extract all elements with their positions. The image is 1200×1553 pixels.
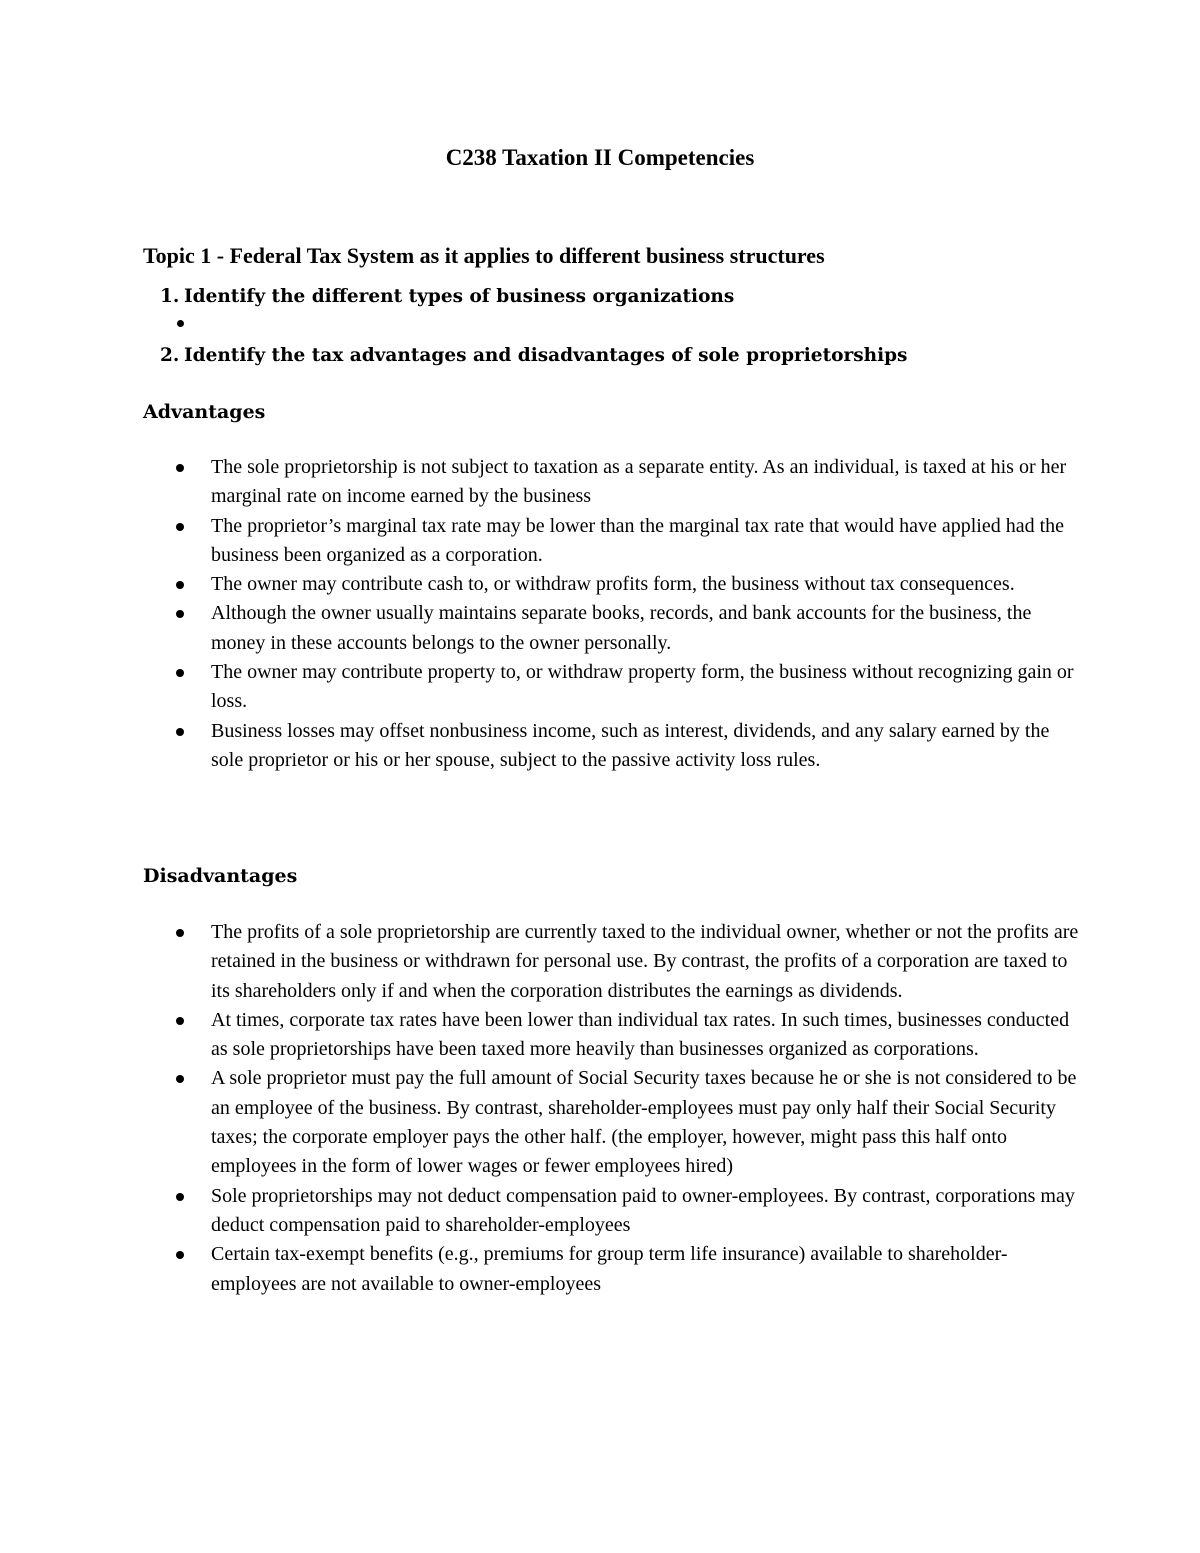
- advantages-heading: Advantages: [143, 401, 266, 423]
- advantage-item-text: The sole proprietorship is not subject to taxation as a separate entity. As an individual, is taxed at his or her marginal rate on income earned by the business: [211, 456, 1067, 508]
- disadvantages-list: [211, 918, 1081, 1299]
- advantage-item-text: The owner may contribute property to, or withdraw property form, the business without recognizing gain or loss.: [211, 661, 1074, 713]
- bullet-icon: [176, 669, 184, 677]
- bullet-icon: [176, 1017, 184, 1025]
- topic-heading: Topic 1 - Federal Tax System as it applies to different business structures: [143, 243, 825, 268]
- advantage-item: [211, 717, 1081, 776]
- numbered-item-2-number: 2.: [160, 345, 180, 366]
- bullet-icon: [176, 1193, 184, 1201]
- numbered-item-2-text: Identify the tax advantages and disadvantages of sole proprietorships: [184, 345, 908, 366]
- advantage-item-text: Although the owner usually maintains separate books, records, and bank accounts for the business, the money in these accounts belongs to the owner personally.: [211, 602, 1032, 654]
- disadvantage-item-text: At times, corporate tax rates have been lower than individual tax rates. In such times, businesses conducted as sole proprietorships have been taxed more heavily than businesses organized as corporations.: [211, 1008, 1070, 1061]
- advantage-item: [211, 453, 1081, 512]
- disadvantages-heading: Disadvantages: [143, 865, 298, 887]
- numbered-item-1: [160, 282, 734, 312]
- numbered-item-1-text: Identify the different types of business organizations: [184, 286, 735, 307]
- disadvantage-item: [211, 1240, 1081, 1299]
- bullet-icon: [176, 523, 184, 531]
- advantage-item: [211, 599, 1081, 658]
- bullet-icon: [176, 610, 184, 618]
- bullet-icon: [176, 464, 184, 472]
- advantage-item: [211, 570, 1081, 599]
- numbered-item-1-number: 1.: [160, 286, 180, 307]
- bullet-icon: [176, 728, 184, 736]
- advantage-item: [211, 512, 1081, 571]
- disadvantage-item-text: Sole proprietorships may not deduct compensation paid to owner-employees. By contrast, corporations may deduct compensation paid to shareholder-employees: [211, 1184, 1075, 1236]
- disadvantage-item: [211, 1006, 1081, 1065]
- numbered-item-2: [160, 341, 907, 371]
- document-title: C238 Taxation II Competencies: [445, 145, 755, 170]
- disadvantage-item: [211, 1182, 1081, 1241]
- disadvantage-item: [211, 918, 1081, 1006]
- bullet-icon: [176, 1075, 184, 1083]
- empty-bullet-icon: [177, 320, 184, 327]
- advantage-item-text: The proprietor’s marginal tax rate may be lower than the marginal tax rate that would have applied had the business been organized as a corporation.: [211, 514, 1065, 566]
- disadvantage-item-text: The profits of a sole proprietorship are currently taxed to the individual owner, whether or not the profits are retained in the business or withdrawn for personal use. By contrast, the profits of a corporation are taxed to its shareholders only if and when the corporation distributes the earnings as dividends.: [211, 921, 1079, 1002]
- bullet-icon: [176, 1251, 184, 1259]
- bullet-icon: [176, 929, 184, 937]
- advantage-item-text: The owner may contribute cash to, or withdraw profits form, the business without tax consequences.: [211, 573, 1015, 596]
- advantage-item-text: Business losses may offset nonbusiness income, such as interest, dividends, and any salary earned by the sole proprietor or his or her spouse, subject to the passive activity loss rules.: [211, 719, 1050, 771]
- bullet-icon: [176, 581, 184, 589]
- disadvantage-item: [211, 1064, 1081, 1181]
- advantage-item: [211, 658, 1081, 717]
- disadvantage-item-text: Certain tax-exempt benefits (e.g., premiums for group term life insurance) available to shareholder-employees are not available to owner-employees: [211, 1243, 1008, 1295]
- disadvantage-item-text: A sole proprietor must pay the full amount of Social Security taxes because he or she is not considered to be an employee of the business. By contrast, shareholder-employees must pay only half their Social Security taxes; the corporate employer pays the other half. (the employer, however, might pass this half onto employees in the form of lower wages or fewer employees hired): [211, 1067, 1077, 1178]
- advantages-list: [211, 453, 1081, 775]
